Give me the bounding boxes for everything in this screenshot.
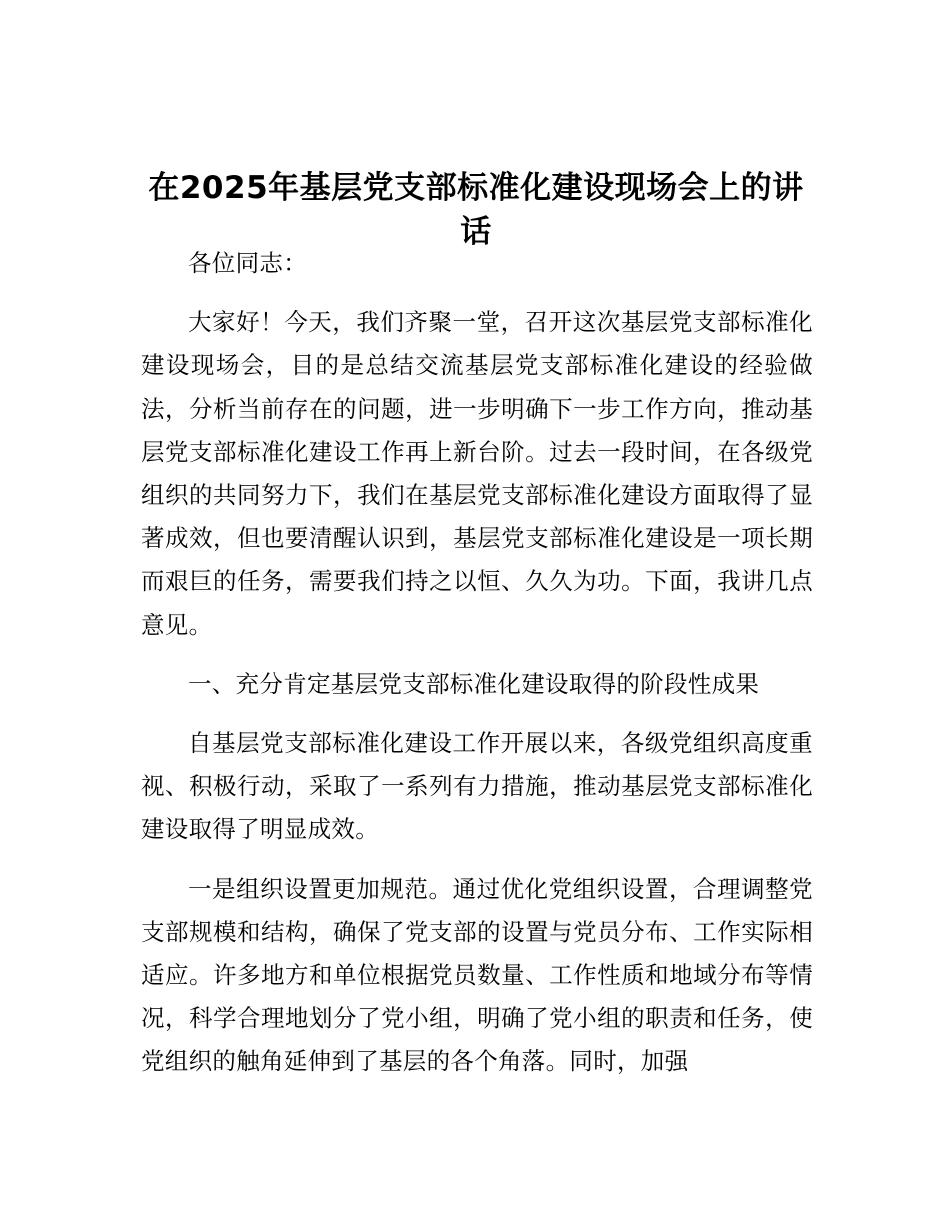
- document-title: 在2025年基层党支部标准化建设现场会上的讲话: [148, 170, 804, 250]
- paragraph-opening: 大家好！今天，我们齐聚一堂，召开这次基层党支部标准化建设现场会，目的是总结交流基层党支部标准化建设的经验做法，分析当前存在的问题，进一步明确下一步工作方向，推动基层党支部标准化建设工作再上新台阶。过去一段时间，在各级党组织的共同努力下，我们在基层党支部标准化建设方面取得了显著成效，但也要清醒认识到，基层党支部标准化建设是一项长期而艰巨的任务，需要我们持之以恒、久久为功。下面，我讲几点意见。: [141, 308, 813, 639]
- paragraph-organization: 一是组织设置更加规范。通过优化党组织设置，合理调整党支部规模和结构，确保了党支部的设置与党员分布、工作实际相适应。许多地方和单位根据党员数量、工作性质和地域分布等情况，科学合理地划分了党小组，明确了党小组的职责和任务，使党组织的触角延伸到了基层的各个角落。同时，加强: [141, 874, 813, 1076]
- document-body: [141, 242, 813, 1100]
- section-heading-one: 一、充分肯定基层党支部标准化建设取得的阶段性成果: [188, 669, 760, 698]
- salutation: 各位同志：: [188, 249, 307, 277]
- paragraph-achievements: 自基层党支部标准化建设工作开展以来，各级党组织高度重视、积极行动，采取了一系列有力措施，推动基层党支部标准化建设取得了明显成效。: [141, 729, 813, 844]
